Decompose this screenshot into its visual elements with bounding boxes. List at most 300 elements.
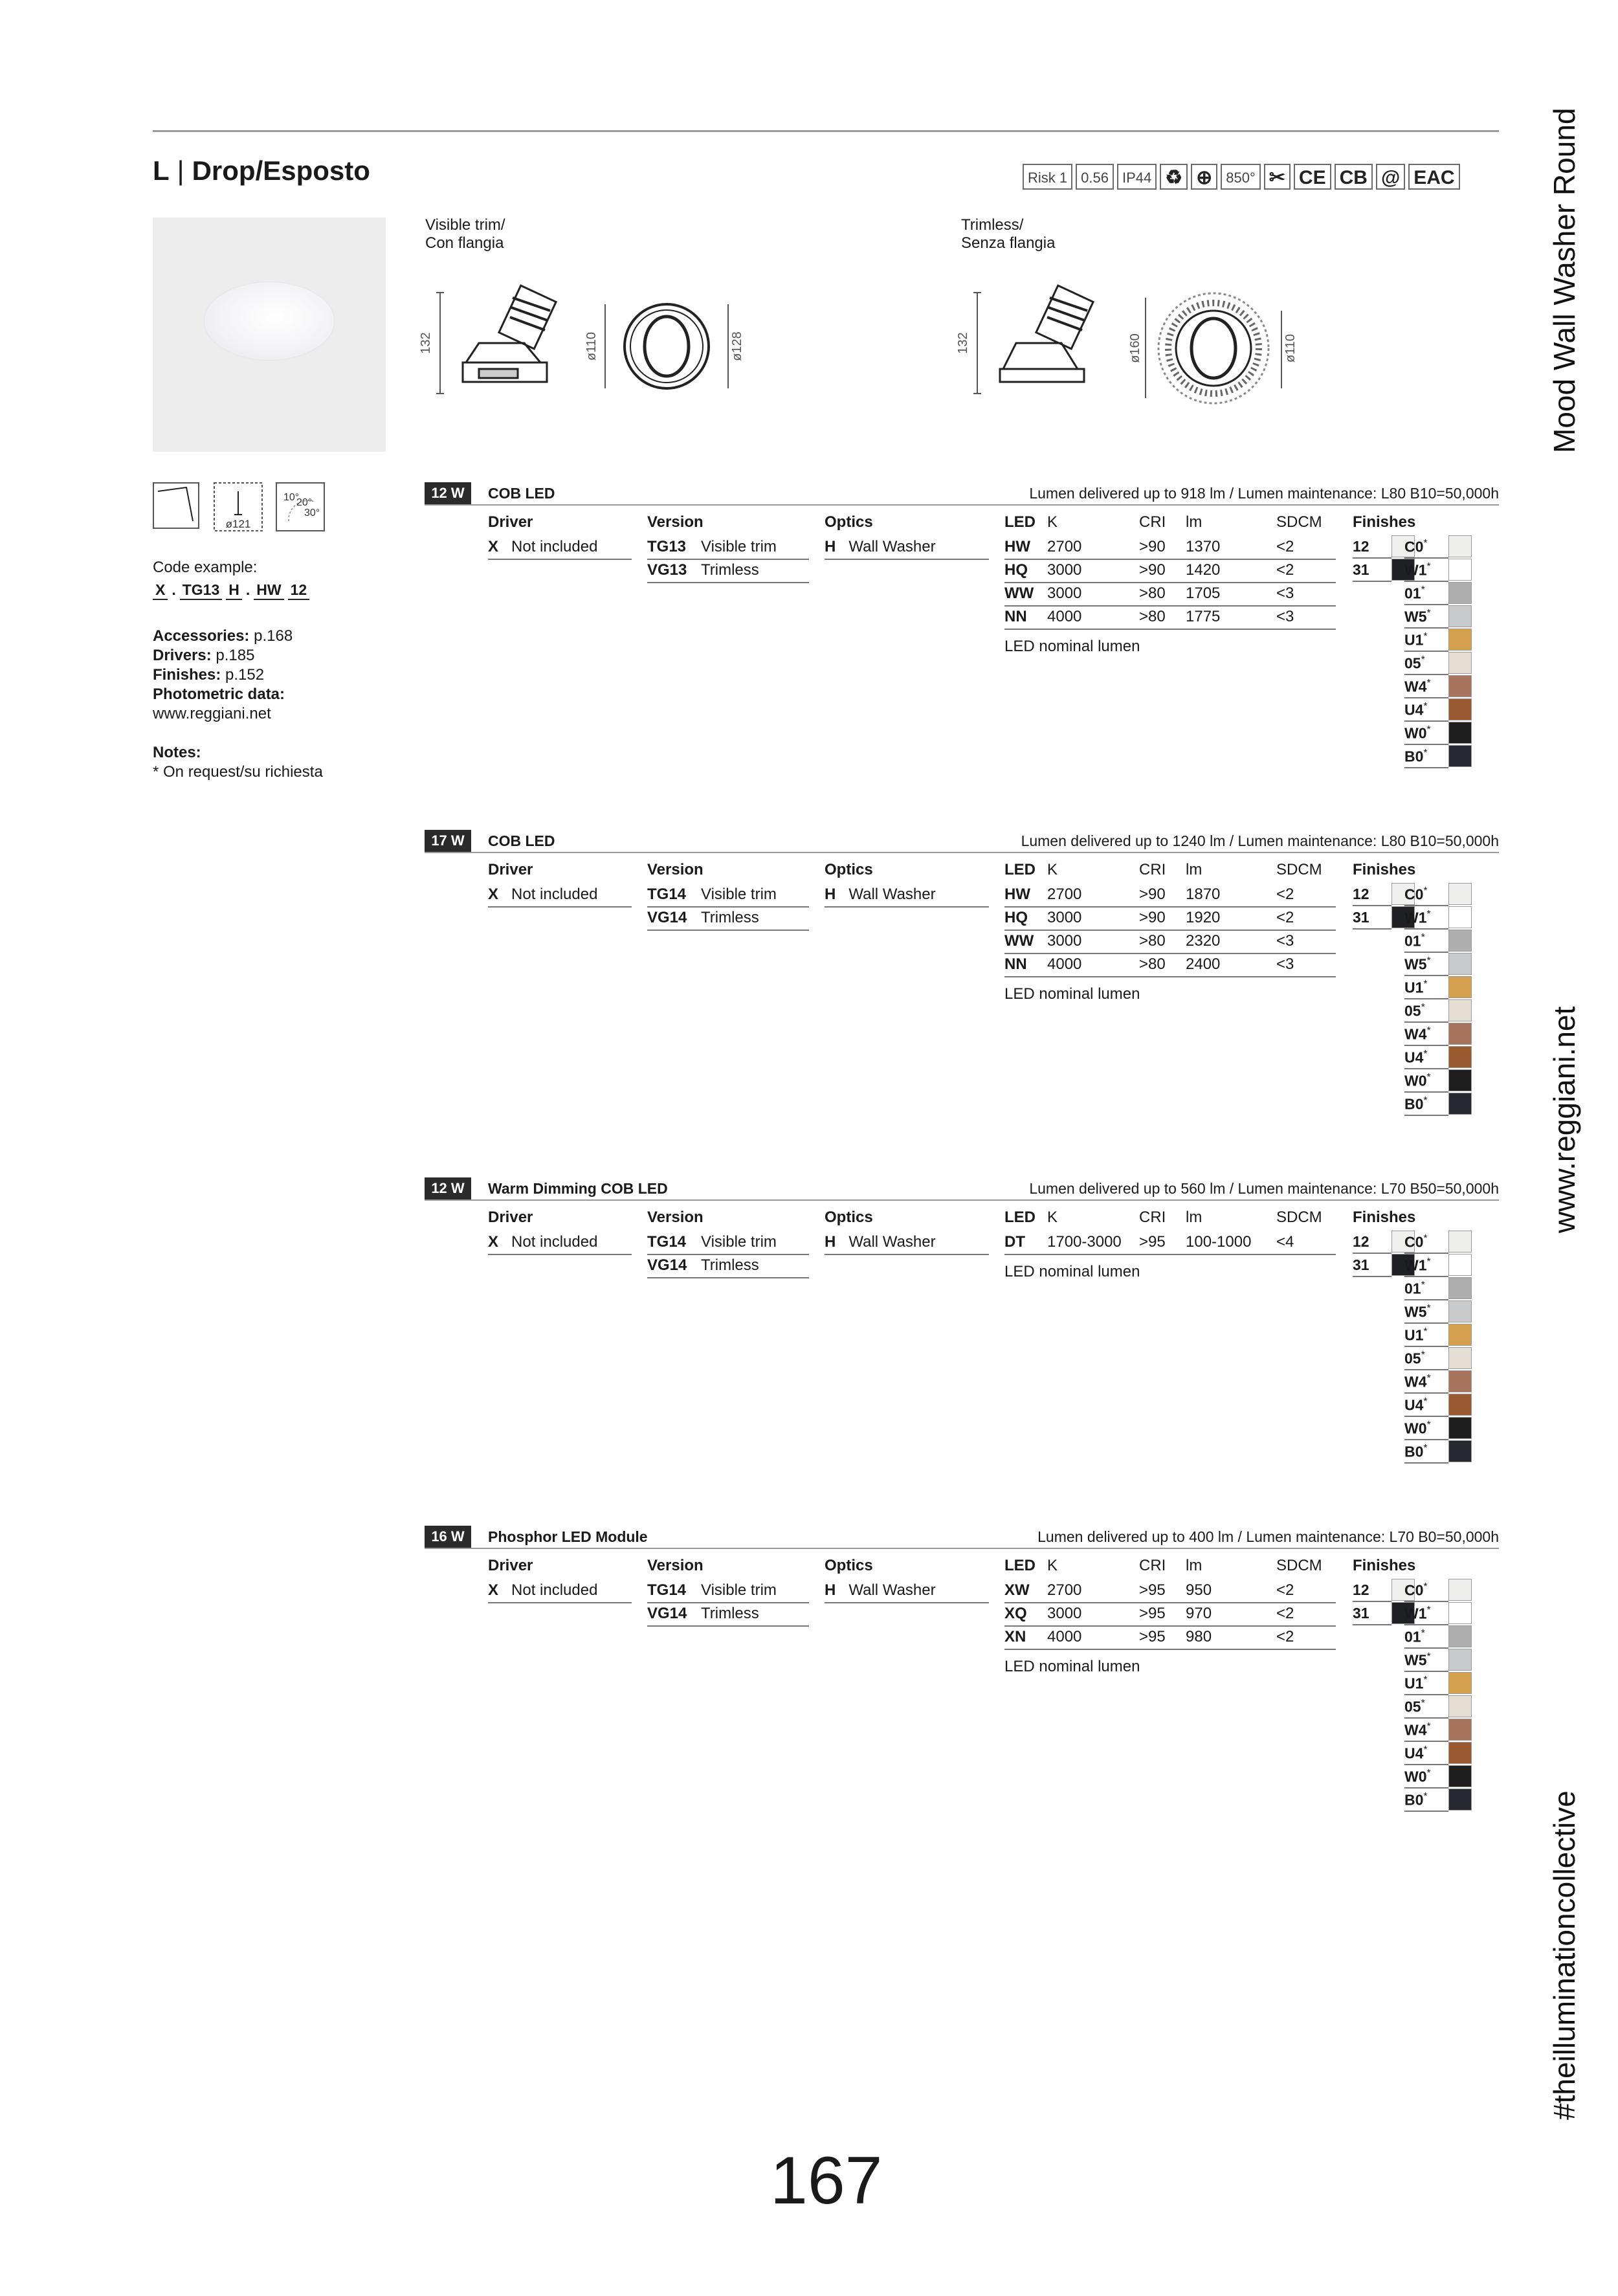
cc-mark-icon: @	[1376, 164, 1405, 190]
finish-swatch	[1448, 1440, 1472, 1462]
wattage-badge: 17 W	[425, 830, 471, 852]
row-divider	[1404, 1369, 1448, 1370]
driver-option	[488, 886, 597, 904]
row-divider	[1404, 1787, 1448, 1789]
row-divider	[1404, 744, 1448, 745]
row-divider	[1404, 1811, 1448, 1812]
finish-code: W0*	[1404, 724, 1431, 742]
cutout-icon	[214, 482, 263, 531]
finishes-page: p.152	[225, 666, 265, 684]
col-header-driver: Driver	[488, 1557, 533, 1574]
spec-section	[425, 830, 1499, 1166]
optics-code: H	[825, 538, 836, 555]
finish-swatch	[1448, 535, 1472, 557]
finish-swatch	[1448, 698, 1472, 720]
dim-cutout-trimless: ø110	[1283, 333, 1298, 363]
light-source-type: COB LED	[488, 485, 555, 502]
col-header-led: LED	[1004, 1209, 1036, 1226]
led-cri: >95	[1139, 1581, 1166, 1599]
led-lumen: 1420	[1186, 561, 1221, 579]
led-kelvin: 4000	[1047, 1628, 1082, 1645]
dim-cutout-visible: ø110	[584, 331, 599, 361]
col-header-version: Version	[647, 1557, 704, 1574]
notes-text: * On request/su richiesta	[153, 763, 323, 781]
led-nominal-note: LED nominal lumen	[1004, 1658, 1140, 1675]
finish-code: W4*	[1404, 1721, 1431, 1739]
led-lumen: 1775	[1186, 608, 1221, 625]
led-kelvin: 3000	[1047, 561, 1082, 579]
led-sdcm: <2	[1276, 561, 1294, 579]
col-header-k: K	[1047, 1557, 1058, 1574]
optics-desc: Wall Washer	[848, 886, 936, 903]
led-kelvin: 3000	[1047, 585, 1082, 602]
sidebar-hashtag: #theilluminationcollective	[1547, 1790, 1581, 2120]
code-part-optics: H	[226, 581, 242, 600]
row-divider	[1353, 581, 1391, 582]
row-divider	[1404, 720, 1448, 722]
finish-swatch	[1448, 1765, 1472, 1787]
col-header-led: LED	[1004, 1557, 1036, 1574]
version-desc: Trimless	[701, 1605, 759, 1622]
row-divider	[647, 1602, 809, 1603]
row-divider	[1353, 1624, 1391, 1625]
version-option	[647, 1256, 759, 1275]
visible-trim-drawing	[414, 278, 751, 408]
version-code: VG14	[647, 1605, 687, 1622]
finish-swatch	[1448, 1370, 1472, 1392]
finish-code: U1*	[1404, 1675, 1428, 1692]
version-code: VG13	[647, 561, 687, 579]
col-header-cri: CRI	[1139, 861, 1166, 878]
led-kelvin: 3000	[1047, 909, 1082, 926]
version-option	[647, 1581, 777, 1599]
driver-code: X	[488, 538, 499, 555]
row-divider	[647, 906, 809, 908]
version-code: VG14	[647, 1256, 687, 1274]
led-sdcm: <2	[1276, 886, 1294, 903]
led-sdcm: <2	[1276, 1605, 1294, 1622]
finish-code: W0*	[1404, 1072, 1431, 1089]
version-desc: Trimless	[701, 909, 759, 926]
row-divider	[1404, 1299, 1448, 1300]
finish-code: 05*	[1404, 654, 1425, 672]
led-sdcm: <3	[1276, 955, 1294, 973]
spec-section	[425, 1526, 1499, 1862]
row-divider	[825, 1602, 989, 1603]
class-icon: ⊕	[1191, 164, 1217, 190]
finish-code: W1*	[1404, 909, 1431, 926]
row-divider	[1404, 1392, 1448, 1394]
ce-mark-icon: CE	[1294, 164, 1331, 190]
reflector-finish-code: 12	[1353, 886, 1369, 902]
finish-swatch	[1448, 745, 1472, 767]
row-divider	[1404, 928, 1448, 930]
row-divider	[1404, 1671, 1448, 1672]
row-divider	[1404, 1601, 1448, 1602]
code-part-version: TG13	[180, 581, 223, 600]
photometric-url: www.reggiani.net	[153, 705, 271, 722]
finish-code: U1*	[1404, 979, 1428, 996]
finish-swatch	[1448, 1672, 1472, 1694]
light-source-type: COB LED	[488, 832, 555, 849]
finish-swatch	[1448, 1277, 1472, 1299]
row-divider	[1353, 1601, 1391, 1602]
accessories-page: p.168	[254, 627, 293, 645]
tilt-angle-c: 30°	[304, 507, 320, 518]
finish-swatch	[1448, 1602, 1472, 1624]
finish-swatch	[1448, 1231, 1472, 1253]
led-sdcm: <2	[1276, 538, 1294, 555]
row-divider	[1404, 1068, 1448, 1069]
page-title	[153, 155, 370, 186]
led-code: XQ	[1004, 1605, 1027, 1622]
notes-label: Notes:	[153, 744, 201, 761]
finish-code: U4*	[1404, 1744, 1428, 1762]
row-divider	[1004, 906, 1336, 908]
row-divider	[647, 559, 809, 560]
finish-code: W4*	[1404, 1025, 1431, 1043]
version-option	[647, 1233, 777, 1251]
row-divider	[1404, 1276, 1448, 1277]
code-part-finish: 12	[288, 581, 310, 600]
wattage-badge: 12 W	[425, 482, 471, 504]
col-header-sdcm: SDCM	[1276, 513, 1322, 531]
row-divider	[1004, 976, 1336, 977]
version-code: VG14	[647, 909, 687, 926]
led-cri: >90	[1139, 909, 1166, 926]
led-cri: >80	[1139, 585, 1166, 602]
col-header-finishes: Finishes	[1353, 861, 1416, 878]
finish-code: W4*	[1404, 678, 1431, 695]
led-code: XN	[1004, 1628, 1026, 1645]
finish-code: U4*	[1404, 1049, 1428, 1066]
col-header-k: K	[1047, 513, 1058, 531]
led-code: WW	[1004, 932, 1034, 950]
finish-swatch	[1448, 1324, 1472, 1346]
finish-swatch	[1448, 1347, 1472, 1369]
version-option	[647, 561, 759, 579]
reflector-finish-code: 31	[1353, 909, 1369, 926]
col-header-optics: Optics	[825, 1557, 873, 1574]
col-header-finishes: Finishes	[1353, 513, 1416, 531]
row-divider	[1404, 1322, 1448, 1324]
led-code: WW	[1004, 585, 1034, 602]
optics-desc: Wall Washer	[848, 1233, 936, 1251]
row-divider	[647, 1625, 809, 1627]
row-divider	[488, 1254, 632, 1255]
optics-code: H	[825, 1581, 836, 1599]
cert-glow-wire: 850°	[1221, 164, 1261, 190]
col-header-driver: Driver	[488, 861, 533, 878]
code-dot: .	[245, 581, 250, 598]
reflector-finish-code: 31	[1353, 1605, 1369, 1622]
col-header-lm: lm	[1186, 513, 1202, 531]
led-cri: >80	[1139, 608, 1166, 625]
optics-option	[825, 886, 936, 904]
led-cri: >90	[1139, 561, 1166, 579]
version-code: TG13	[647, 538, 687, 555]
dim-height-visible: 132	[419, 332, 433, 354]
finish-code: W5*	[1404, 608, 1431, 625]
row-divider	[1004, 1254, 1336, 1255]
finish-swatch	[1448, 1649, 1472, 1671]
optics-code: H	[825, 1233, 836, 1251]
finish-code: B0*	[1404, 1791, 1428, 1809]
version-option	[647, 909, 759, 927]
finish-code: 05*	[1404, 1002, 1425, 1020]
row-divider	[1004, 582, 1336, 583]
led-nominal-note: LED nominal lumen	[1004, 1263, 1140, 1280]
reflector-finish-code: 12	[1353, 538, 1369, 555]
col-header-lm: lm	[1186, 1209, 1202, 1226]
finish-code: U1*	[1404, 1326, 1428, 1344]
finish-swatch	[1448, 1093, 1472, 1115]
tilt-angle-b: 20°	[296, 497, 313, 508]
version-code: TG14	[647, 1581, 687, 1599]
row-divider	[1404, 1439, 1448, 1440]
code-part-driver: X	[153, 581, 168, 600]
led-sdcm: <2	[1276, 1628, 1294, 1645]
lumen-info: Lumen delivered up to 918 lm / Lumen maintenance: L80 B10=50,000h	[1029, 485, 1499, 502]
finish-code: W0*	[1404, 1420, 1431, 1437]
section-header	[425, 1177, 1499, 1201]
finish-code: B0*	[1404, 1095, 1428, 1113]
led-lumen: 970	[1186, 1605, 1212, 1622]
col-header-lm: lm	[1186, 1557, 1202, 1574]
row-divider	[1404, 767, 1448, 768]
spec-section	[425, 1177, 1499, 1514]
col-header-optics: Optics	[825, 513, 873, 531]
led-sdcm: <2	[1276, 1581, 1294, 1599]
finish-swatch	[1448, 953, 1472, 975]
finish-swatch	[1448, 1394, 1472, 1416]
col-header-optics: Optics	[825, 1209, 873, 1226]
led-code: HQ	[1004, 909, 1028, 926]
row-divider	[1404, 1021, 1448, 1023]
led-code: DT	[1004, 1233, 1025, 1251]
cb-mark-icon: CB	[1335, 164, 1373, 190]
title-prefix: L	[153, 155, 170, 186]
trimless-drawing	[951, 278, 1314, 414]
col-header-version: Version	[647, 1209, 704, 1226]
tilt-angle-icon	[276, 482, 325, 531]
row-divider	[1404, 1462, 1448, 1464]
led-code: XW	[1004, 1581, 1030, 1599]
finish-code: W1*	[1404, 561, 1431, 579]
finish-swatch	[1448, 999, 1472, 1021]
col-header-driver: Driver	[488, 1209, 533, 1226]
row-divider	[1353, 557, 1391, 559]
row-divider	[1404, 581, 1448, 582]
led-lumen: 2320	[1186, 932, 1221, 950]
row-divider	[647, 1254, 809, 1255]
version-desc: Visible trim	[701, 1233, 777, 1251]
row-divider	[1404, 905, 1448, 906]
finish-code: C0*	[1404, 1233, 1428, 1251]
product-fixture-image	[205, 282, 334, 360]
certification-strip	[1023, 164, 1460, 192]
row-divider	[1404, 975, 1448, 976]
row-divider	[1004, 605, 1336, 607]
row-divider	[1004, 1625, 1336, 1627]
led-nominal-note: LED nominal lumen	[1004, 985, 1140, 1003]
led-kelvin: 1700-3000	[1047, 1233, 1122, 1251]
row-divider	[825, 559, 989, 560]
row-divider	[825, 1254, 989, 1255]
col-header-version: Version	[647, 861, 704, 878]
finish-code: W0*	[1404, 1768, 1431, 1785]
col-header-sdcm: SDCM	[1276, 1209, 1322, 1226]
finish-code: W1*	[1404, 1605, 1431, 1622]
finish-swatch	[1448, 906, 1472, 928]
light-source-type: Warm Dimming COB LED	[488, 1180, 668, 1197]
led-code: NN	[1004, 608, 1027, 625]
row-divider	[1004, 1602, 1336, 1603]
col-header-finishes: Finishes	[1353, 1557, 1416, 1574]
finish-code: 01*	[1404, 1628, 1425, 1645]
dim-trim-visible: ø128	[730, 331, 744, 361]
title-separator: |	[177, 155, 184, 186]
led-kelvin: 3000	[1047, 1605, 1082, 1622]
drivers-page: p.185	[216, 647, 255, 664]
row-divider	[488, 906, 632, 908]
finish-code: 05*	[1404, 1350, 1425, 1367]
reflector-finish-code: 12	[1353, 1233, 1369, 1250]
code-dot: .	[172, 581, 176, 598]
cert-risk: Risk 1	[1023, 164, 1072, 190]
row-divider	[825, 906, 989, 908]
led-lumen: 980	[1186, 1628, 1212, 1645]
sidebar-website: www.reggiani.net	[1547, 1006, 1581, 1233]
finish-swatch	[1448, 1417, 1472, 1439]
col-header-version: Version	[647, 513, 704, 531]
col-header-cri: CRI	[1139, 1209, 1166, 1226]
led-sdcm: <3	[1276, 585, 1294, 602]
finish-code: W5*	[1404, 955, 1431, 973]
led-sdcm: <4	[1276, 1233, 1294, 1251]
led-kelvin: 3000	[1047, 932, 1082, 950]
col-header-k: K	[1047, 861, 1058, 878]
led-sdcm: <3	[1276, 932, 1294, 950]
reflector-finish-code: 31	[1353, 561, 1369, 578]
version-option	[647, 538, 777, 556]
row-divider	[1404, 998, 1448, 999]
row-divider	[1404, 1045, 1448, 1046]
finish-swatch	[1448, 1254, 1472, 1276]
col-header-k: K	[1047, 1209, 1058, 1226]
light-source-type: Phosphor LED Module	[488, 1528, 648, 1545]
led-code: HQ	[1004, 561, 1028, 579]
cutout-diameter: ø121	[225, 518, 251, 530]
row-divider	[1404, 627, 1448, 629]
row-divider	[647, 582, 809, 583]
row-divider	[1004, 559, 1336, 560]
row-divider	[488, 559, 632, 560]
lumen-info: Lumen delivered up to 1240 lm / Lumen maintenance: L80 B10=50,000h	[1021, 832, 1499, 849]
row-divider	[647, 930, 809, 931]
row-divider	[1404, 1717, 1448, 1719]
finish-swatch	[1448, 930, 1472, 952]
row-divider	[1404, 557, 1448, 559]
finish-swatch	[1448, 1023, 1472, 1045]
finish-swatch	[1448, 976, 1472, 998]
finish-code: W5*	[1404, 1303, 1431, 1321]
version-option	[647, 886, 777, 904]
optics-option	[825, 1581, 936, 1599]
version-desc: Trimless	[701, 561, 759, 579]
led-sdcm: <3	[1276, 608, 1294, 625]
optics-code: H	[825, 886, 836, 903]
led-cri: >80	[1139, 932, 1166, 950]
version-desc: Visible trim	[701, 538, 777, 555]
dim-trim-trimless: ø160	[1128, 333, 1142, 363]
title-text: Drop/Esposto	[192, 155, 370, 186]
finish-code: U4*	[1404, 1396, 1428, 1414]
wattage-badge: 16 W	[425, 1526, 471, 1548]
driver-desc: Not included	[511, 1233, 598, 1251]
led-lumen: 1370	[1186, 538, 1221, 555]
finish-swatch	[1448, 1719, 1472, 1741]
col-header-driver: Driver	[488, 513, 533, 531]
row-divider	[1004, 629, 1336, 630]
row-divider	[1404, 604, 1448, 605]
trimless-label: Trimless/ Senza flangia	[961, 216, 1056, 252]
col-header-sdcm: SDCM	[1276, 861, 1322, 878]
driver-code: X	[488, 1581, 499, 1599]
led-kelvin: 4000	[1047, 608, 1082, 625]
finish-swatch	[1448, 1789, 1472, 1811]
finish-swatch	[1448, 1300, 1472, 1322]
section-header	[425, 482, 1499, 506]
finish-code: W1*	[1404, 1256, 1431, 1274]
version-code: TG14	[647, 1233, 687, 1251]
version-code: TG14	[647, 886, 687, 903]
led-cri: >95	[1139, 1233, 1166, 1251]
dim-height-trimless: 132	[956, 332, 970, 354]
finish-code: W4*	[1404, 1373, 1431, 1390]
finish-swatch	[1448, 1625, 1472, 1647]
finish-code: W5*	[1404, 1651, 1431, 1669]
led-lumen: 1870	[1186, 886, 1221, 903]
row-divider	[1404, 1091, 1448, 1093]
finish-swatch	[1448, 652, 1472, 674]
optics-desc: Wall Washer	[848, 1581, 936, 1599]
cert-ip: IP44	[1117, 164, 1157, 190]
col-header-optics: Optics	[825, 861, 873, 878]
driver-option	[488, 538, 597, 556]
accessories-label: Accessories:	[153, 627, 250, 645]
lumen-info: Lumen delivered up to 560 lm / Lumen maintenance: L70 B50=50,000h	[1029, 1180, 1499, 1197]
lumen-info: Lumen delivered up to 400 lm / Lumen maintenance: L70 B0=50,000h	[1037, 1528, 1499, 1545]
row-divider	[1353, 1276, 1391, 1277]
finish-code: 01*	[1404, 1280, 1425, 1297]
col-header-sdcm: SDCM	[1276, 1557, 1322, 1574]
finish-swatch	[1448, 1695, 1472, 1717]
insulation-icon: ✂	[1264, 164, 1291, 190]
col-header-lm: lm	[1186, 861, 1202, 878]
led-kelvin: 4000	[1047, 955, 1082, 973]
led-lumen: 950	[1186, 1581, 1212, 1599]
led-kelvin: 2700	[1047, 538, 1082, 555]
finish-code: C0*	[1404, 538, 1428, 555]
finish-code: 05*	[1404, 1698, 1425, 1715]
col-header-led: LED	[1004, 861, 1036, 878]
row-divider	[1404, 697, 1448, 698]
section-header	[425, 830, 1499, 853]
row-divider	[647, 1277, 809, 1278]
led-nominal-note: LED nominal lumen	[1004, 638, 1140, 655]
version-desc: Trimless	[701, 1256, 759, 1274]
